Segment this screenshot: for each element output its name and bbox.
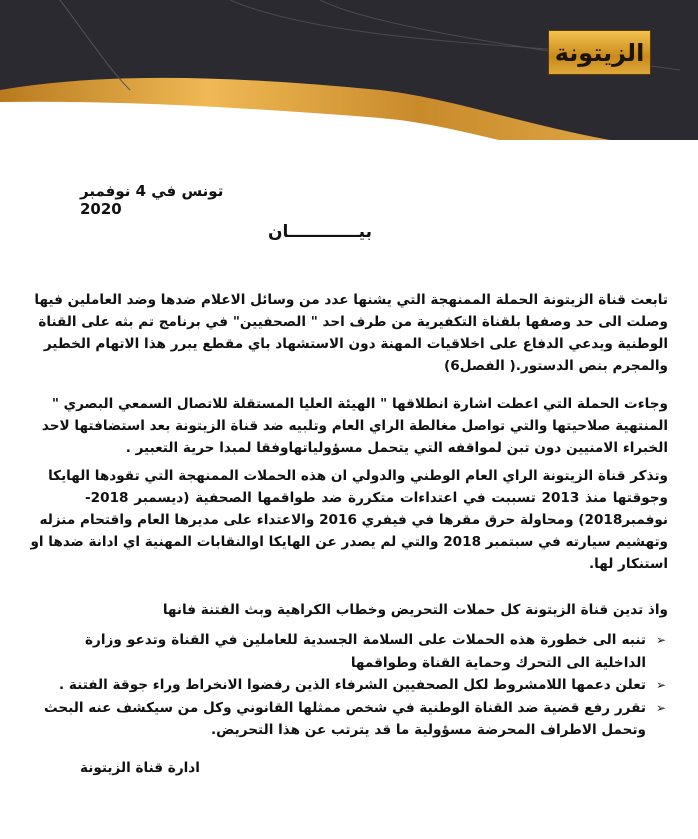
bullet-item [85,629,668,674]
text-line: تعلن دعمها اللامشروط لكل الصحفيين الشرفاء الذين رفضوا الانخراط وراء جوقة الفتنة . [59,677,646,693]
text-line: واذ تدين قناة الزيتونة كل حملات التحريض وخطاب الكراهية وبث الفتنة فانها [162,602,668,618]
text-line: وصلت الى حد وصفها بلقناة التكفيرية من طرف احد " الصحفيين" في برنامج تم بثه على القناة [38,314,668,330]
text-line: الخبراء الامنيين دون تبن لمواقفه التي يتحمل مسؤولياتهاوفقا لمبدا حرية التعبير . [125,440,668,456]
arrow-bullet-icon: ➢ [655,678,666,692]
document-date: تونس في 4 نوفمبر 2020 [80,182,224,218]
bullet-item [59,674,668,697]
alzaytouna-logo [548,30,651,75]
paragraph-2 [41,393,668,459]
text-line: وتهشيم سيارته في سبتمبر 2018 والتي لم يصدر عن الهايكا اوالنقابات المهنية اي ادانة ضدها او [30,534,668,550]
text-line: المنتهية صلاحيتها والتي تواصل مغالطة الراي العام وتلبيه ضد قناة الزيتونة بعد استضافتها لاحد [41,418,668,434]
text-line: وجاءت الحملة التي اعطت اشارة انطلاقها " الهيئة العليا المستقلة للاتصال السمعي البصري " [51,396,668,412]
text-line: وجوقتها منذ 2013 تسببت في اعتداءات متكررة ضد طواقمها الصحفية (ديسمبر 2018- [85,490,668,506]
bullet-list [44,629,668,742]
bullet-item [44,697,668,742]
signature: ادارة قناة الزيتونة [80,760,200,776]
text-line: وتذكر قناة الزيتونة الراي العام الوطني والدولي ان هذه الحملات الممنهجة التي تقودها الهايكا [48,468,668,484]
text-line: وتحمل الاطراف المحرضة مسؤولية ما قد يترتب عن هذا التحريض. [210,722,646,738]
letterhead-banner [0,0,698,140]
arrow-bullet-icon: ➢ [655,633,666,647]
text-line: تنبه الى خطورة هذه الحملات على السلامة الجسدية للعاملين في القناة وتدعو وزارة [85,632,646,648]
text-line: والمجرم بنص الدستور.( الفصل6) [444,358,668,374]
paragraph-4 [85,599,668,621]
paragraph-1 [34,289,668,377]
text-line: الداخلية الى التحرك وحماية القناة وطواقمها [350,654,646,671]
document-title: بيــــــــــــان [268,222,372,242]
text-line: تابعت قناة الزيتونة الحملة الممنهجة التي يشنها عدد من وسائل الاعلام ضدها وضد العاملين فيها [34,292,668,308]
text-line: تقرر رفع قضية ضد القناة الوطنية في شخص ممثلها القانوني وكل من سيكشف عنه البحث [44,699,646,716]
arrow-bullet-icon: ➢ [655,700,666,715]
logo-text: الزيتونة [554,38,645,67]
text-line: استنكار لها. [588,556,668,572]
text-line: نوفمبر2018) ومحاولة حرق مقرها في فيفري 2016 والاعتداء على مديرها العام واقتحام منزله [39,512,668,528]
paragraph-3 [30,465,668,575]
text-line: الوطنية ويدعي الدفاع على اخلاقيات المهنة دون الاستشهاد باي مقطع يبرر هذا الاتهام الخطير [43,336,668,352]
